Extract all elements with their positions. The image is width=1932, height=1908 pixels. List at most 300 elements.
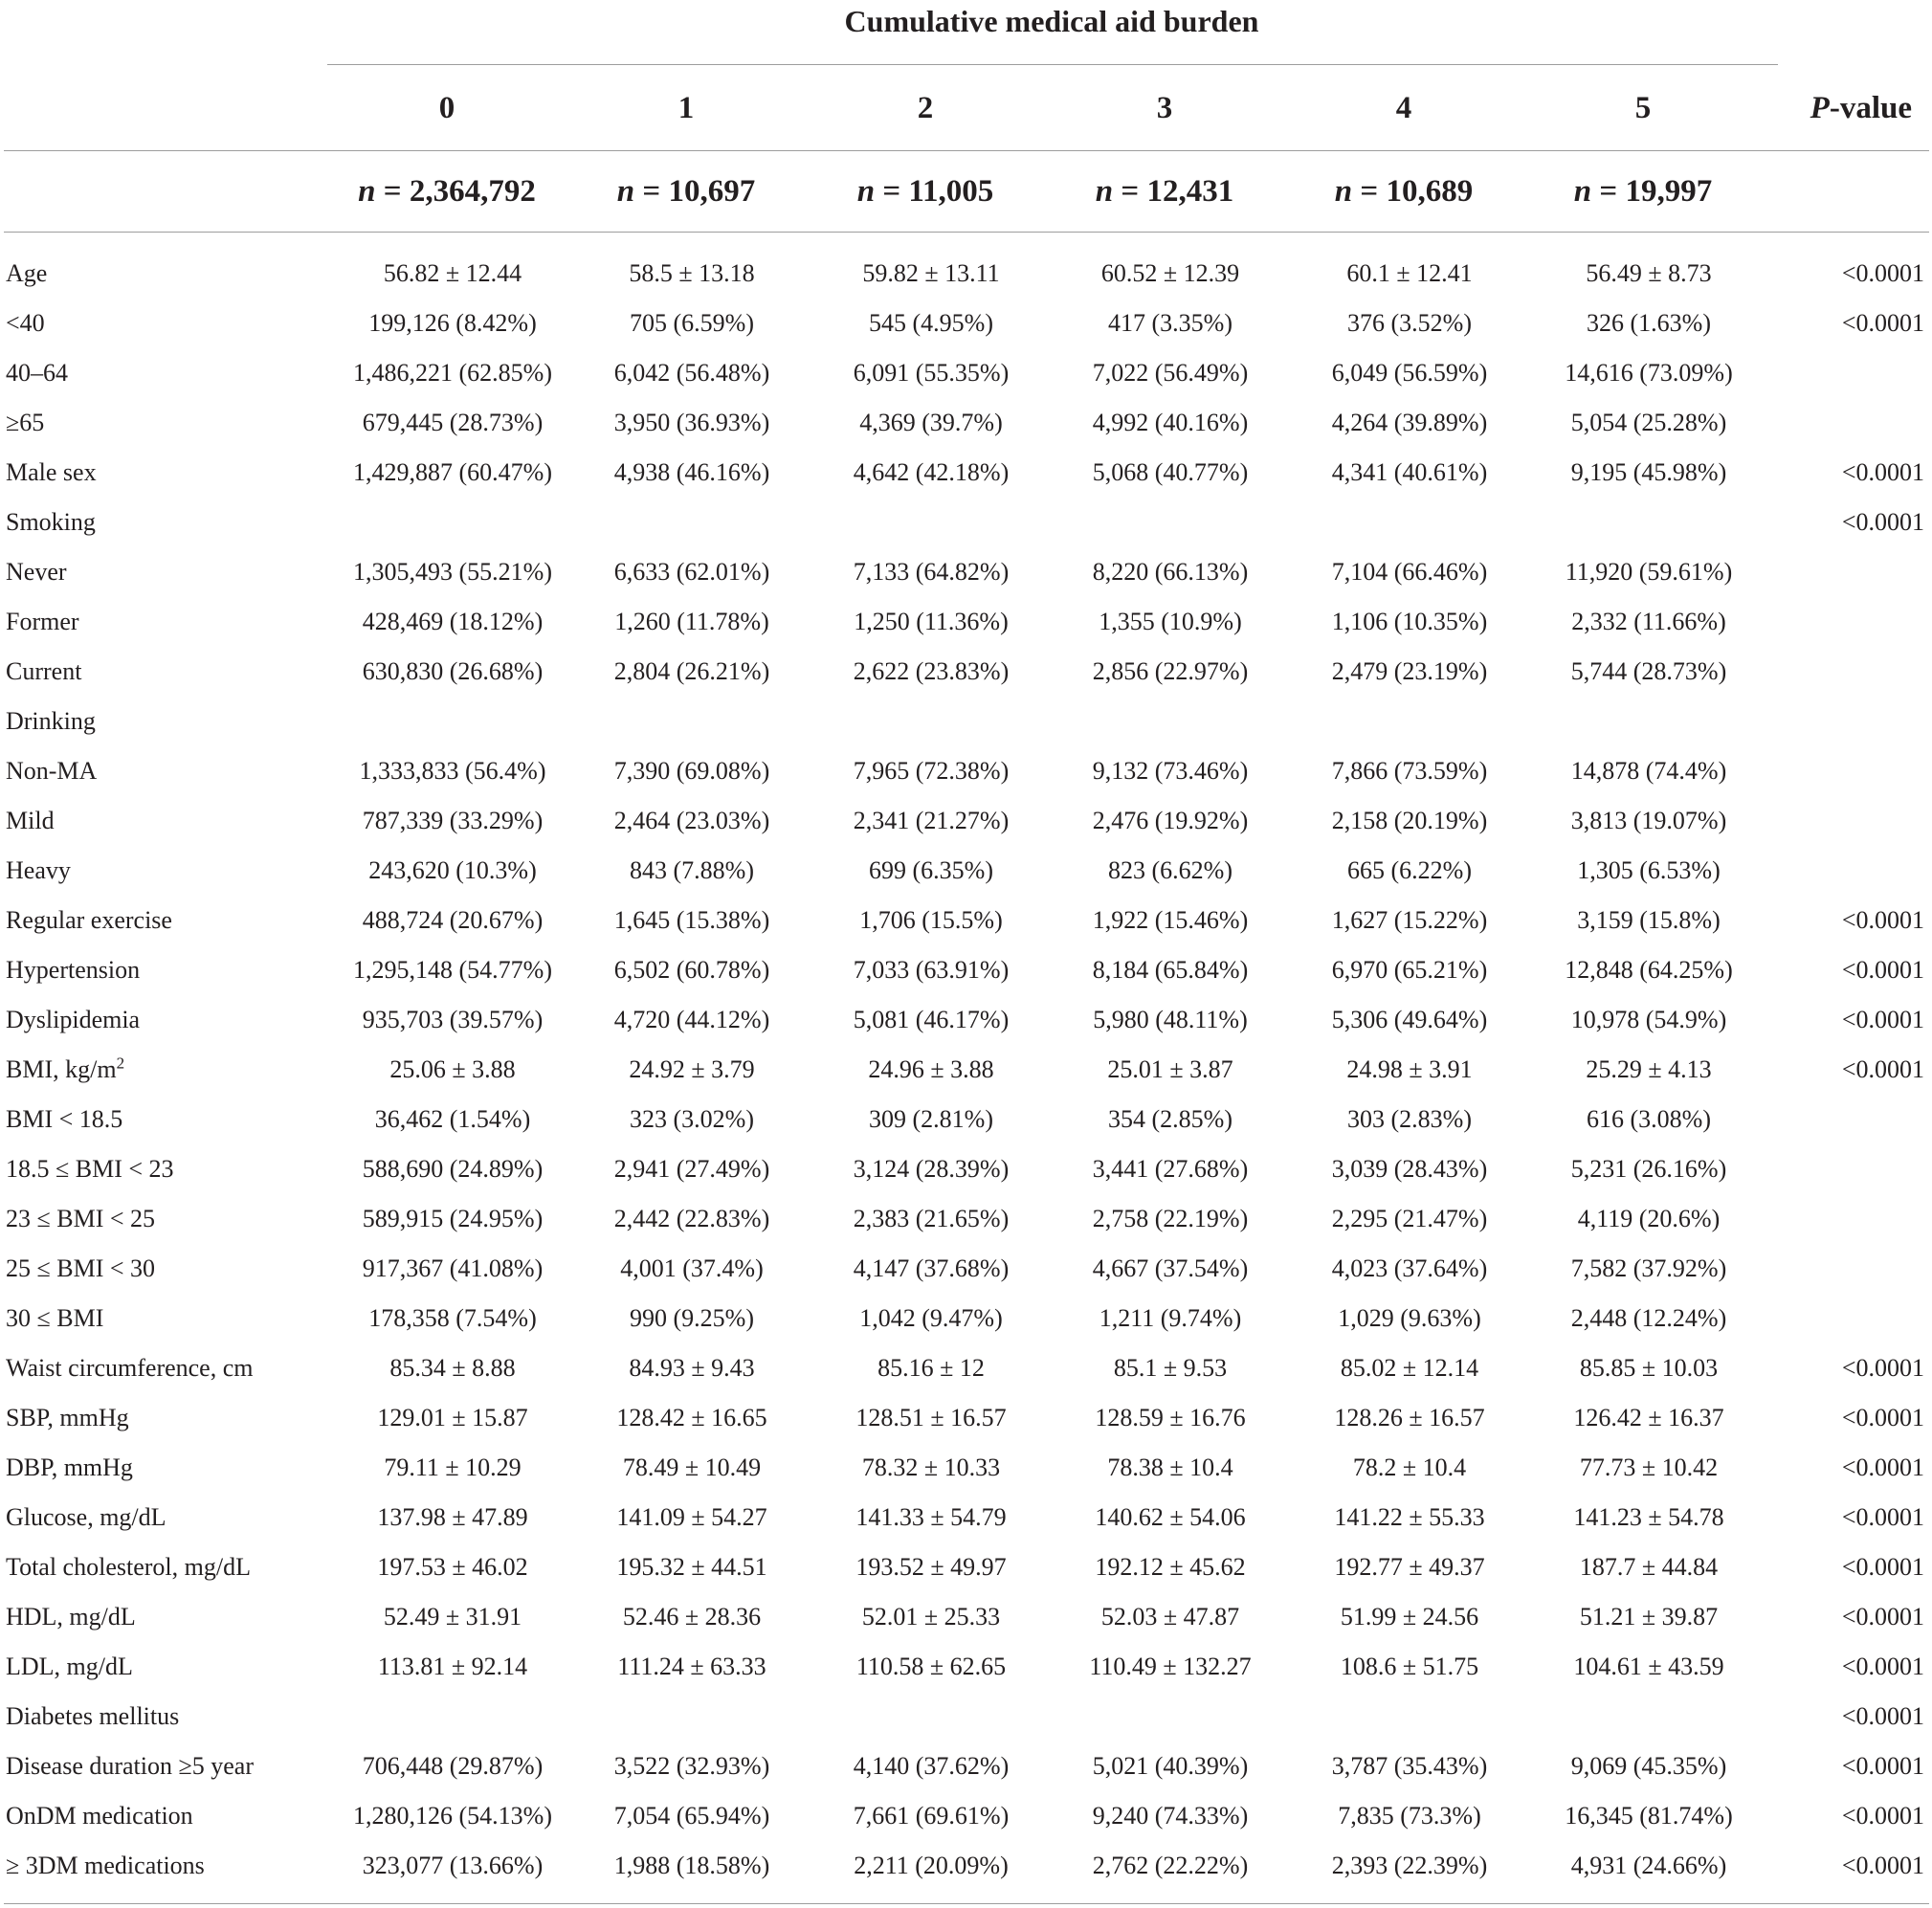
value-cell: 1,333,833 (56.4%) [359, 757, 546, 785]
value-cell: 2,211 (20.09%) [854, 1852, 1009, 1879]
value-cell [1051, 697, 1290, 746]
value-cell: 6,049 (56.59%) [1331, 359, 1488, 387]
value-cell: 5,068 (40.77%) [1092, 458, 1249, 486]
value-cell: 3,787 (35.43%) [1331, 1752, 1488, 1780]
value-cell: 24.98 ± 3.91 [1346, 1055, 1473, 1083]
value-cell: 52.03 ± 47.87 [1100, 1603, 1240, 1631]
n-symbol: n [1095, 173, 1114, 209]
p-value-cell [1768, 597, 1932, 647]
column-header: 2 [917, 90, 934, 125]
value-cell: 78.38 ± 10.4 [1107, 1453, 1233, 1481]
value-cell: 823 (6.62%) [1108, 856, 1232, 884]
row-label-cell [0, 547, 333, 597]
value-cell: 2,341 (21.27%) [853, 807, 1010, 834]
n-symbol: n [1334, 173, 1353, 209]
value-cell: 7,033 (63.91%) [853, 956, 1010, 984]
row-label-cell [0, 1642, 333, 1692]
value-cell [811, 498, 1051, 547]
value-cell: 1,211 (9.74%) [1099, 1304, 1242, 1332]
value-cell: 2,479 (23.19%) [1331, 657, 1488, 685]
n-symbol: n [856, 173, 876, 209]
table-row [0, 1095, 1932, 1144]
value-cell: 1,486,221 (62.85%) [353, 359, 552, 387]
p-value-cell: <0.0001 [1841, 1503, 1924, 1531]
row-label-cell [0, 1542, 333, 1592]
n-value: = 11,005 [875, 173, 994, 209]
row-label: Waist circumference, cm [6, 1354, 254, 1382]
row-label-cell [0, 647, 333, 697]
value-cell: 113.81 ± 92.14 [377, 1653, 528, 1680]
value-cell: 197.53 ± 46.02 [377, 1553, 528, 1581]
table-row [0, 995, 1932, 1045]
value-cell: 195.32 ± 44.51 [616, 1553, 767, 1581]
row-label: Non-MA [6, 757, 98, 785]
value-cell: 4,938 (46.16%) [613, 458, 770, 486]
table-row [0, 1194, 1932, 1244]
table-body [0, 249, 1932, 1891]
value-cell [811, 1692, 1051, 1742]
value-cell: 141.23 ± 54.78 [1573, 1503, 1724, 1531]
row-label: Former [6, 608, 79, 635]
value-cell: 24.92 ± 3.79 [629, 1055, 755, 1083]
value-cell: 3,039 (28.43%) [1331, 1155, 1488, 1183]
value-cell: 588,690 (24.89%) [362, 1155, 544, 1183]
row-label-cell [0, 448, 333, 498]
table-row [0, 1841, 1932, 1891]
row-label-cell [0, 796, 333, 846]
row-label: Never [6, 558, 67, 586]
value-cell: 4,119 (20.6%) [1577, 1205, 1721, 1232]
value-cell: 2,804 (26.21%) [613, 657, 770, 685]
table-row [0, 1642, 1932, 1692]
row-label-cell [0, 896, 333, 945]
row-label: BMI, kg/m [6, 1055, 117, 1083]
value-cell: 4,369 (39.7%) [859, 409, 1003, 436]
table-row [0, 1443, 1932, 1493]
row-label: HDL, mg/dL [6, 1603, 136, 1631]
value-cell: 56.49 ± 8.73 [1586, 259, 1712, 287]
value-cell: 706,448 (29.87%) [362, 1752, 544, 1780]
value-cell: 630,830 (26.68%) [362, 657, 544, 685]
value-cell: 14,878 (74.4%) [1570, 757, 1727, 785]
row-label: Smoking [6, 508, 96, 536]
p-value-cell: <0.0001 [1841, 1752, 1924, 1780]
row-label: Male sex [6, 458, 97, 486]
value-cell [572, 1692, 811, 1742]
p-value-cell: <0.0001 [1841, 1453, 1924, 1481]
value-cell: 60.1 ± 12.41 [1346, 259, 1473, 287]
table-row [0, 1294, 1932, 1343]
p-value-cell: <0.0001 [1841, 1553, 1924, 1581]
n-value: = 12,431 [1113, 173, 1234, 209]
value-cell: 8,184 (65.84%) [1092, 956, 1249, 984]
value-cell: 10,978 (54.9%) [1570, 1006, 1727, 1033]
row-label-cell [0, 1841, 333, 1891]
value-cell [1529, 498, 1768, 547]
value-cell: 6,970 (65.21%) [1331, 956, 1488, 984]
table-row [0, 1742, 1932, 1791]
p-value-cell: <0.0001 [1841, 1603, 1924, 1631]
table-row [0, 299, 1932, 348]
value-cell: 1,250 (11.36%) [854, 608, 1009, 635]
value-cell: 1,280,126 (54.13%) [353, 1802, 552, 1830]
row-label-cell [0, 249, 333, 299]
value-cell: 4,720 (44.12%) [613, 1006, 770, 1033]
p-value-cell: <0.0001 [1841, 1354, 1924, 1382]
p-value-cell: <0.0001 [1841, 1404, 1924, 1431]
value-cell: 3,522 (32.93%) [613, 1752, 770, 1780]
row-label-cell [0, 995, 333, 1045]
table-row [0, 796, 1932, 846]
table-row [0, 1592, 1932, 1642]
table-row [0, 896, 1932, 945]
value-cell: 2,393 (22.39%) [1331, 1852, 1488, 1879]
table-row [0, 1244, 1932, 1294]
value-cell: 4,001 (37.4%) [620, 1254, 764, 1282]
value-cell: 3,441 (27.68%) [1092, 1155, 1249, 1183]
table-row [0, 1343, 1932, 1393]
row-label-cell [0, 1592, 333, 1642]
value-cell: 128.51 ± 16.57 [855, 1404, 1007, 1431]
value-cell: 2,158 (20.19%) [1331, 807, 1488, 834]
n-header [1284, 174, 1523, 210]
value-cell: 243,620 (10.3%) [368, 856, 537, 884]
row-label-cell [0, 1343, 333, 1393]
n-header [566, 174, 806, 210]
value-cell: 85.1 ± 9.53 [1113, 1354, 1228, 1382]
p-value-cell [1768, 547, 1932, 597]
value-cell: 2,383 (21.65%) [853, 1205, 1010, 1232]
row-label: Heavy [6, 856, 71, 884]
value-cell: 14,616 (73.09%) [1565, 359, 1733, 387]
value-cell: 1,042 (9.47%) [859, 1304, 1003, 1332]
value-cell: 128.59 ± 16.76 [1095, 1404, 1246, 1431]
row-label-cell [0, 1692, 333, 1742]
value-cell: 199,126 (8.42%) [368, 309, 537, 337]
value-cell: 85.34 ± 8.88 [389, 1354, 516, 1382]
value-cell: 58.5 ± 13.18 [629, 259, 755, 287]
value-cell: 1,305,493 (55.21%) [353, 558, 552, 586]
p-value-cell: <0.0001 [1841, 309, 1924, 337]
table-row [0, 647, 1932, 697]
value-cell: 187.7 ± 44.84 [1579, 1553, 1719, 1581]
row-label-cell [0, 1493, 333, 1542]
value-cell [1290, 498, 1529, 547]
n-symbol: n [616, 173, 635, 209]
p-value-cell [1768, 647, 1932, 697]
value-cell: 3,159 (15.8%) [1577, 906, 1721, 934]
row-label: OnDM medication [6, 1802, 193, 1830]
row-label: ≥65 [6, 409, 45, 436]
row-label: <40 [6, 309, 45, 337]
value-cell: 2,622 (23.83%) [853, 657, 1010, 685]
row-label-cell [0, 1144, 333, 1194]
value-cell: 128.42 ± 16.65 [616, 1404, 767, 1431]
row-label-cell [0, 746, 333, 796]
value-cell: 2,856 (22.97%) [1092, 657, 1249, 685]
value-cell: 24.96 ± 3.88 [868, 1055, 994, 1083]
value-cell: 59.82 ± 13.11 [862, 259, 1000, 287]
value-cell: 85.16 ± 12 [877, 1354, 985, 1382]
value-cell [1290, 1692, 1529, 1742]
row-label-cell [0, 697, 333, 746]
value-cell: 6,042 (56.48%) [613, 359, 770, 387]
row-label: Drinking [6, 707, 96, 735]
row-label-cell [0, 1244, 333, 1294]
value-cell: 6,091 (55.35%) [853, 359, 1010, 387]
p-value-cell [1768, 796, 1932, 846]
p-value-cell: <0.0001 [1841, 1006, 1924, 1033]
n-value: = 19,997 [1591, 173, 1713, 209]
value-cell: 545 (4.95%) [869, 309, 993, 337]
value-cell: 60.52 ± 12.39 [1100, 259, 1240, 287]
table-row [0, 249, 1932, 299]
value-cell: 192.12 ± 45.62 [1095, 1553, 1246, 1581]
value-cell: 137.98 ± 47.89 [377, 1503, 528, 1531]
value-cell: 323 (3.02%) [630, 1105, 754, 1133]
value-cell: 25.29 ± 4.13 [1586, 1055, 1712, 1083]
column-header: 0 [438, 90, 455, 125]
row-label: Current [6, 657, 82, 685]
p-header-rest: -value [1829, 90, 1912, 125]
p-value-cell [1768, 1244, 1932, 1294]
value-cell: 9,132 (73.46%) [1092, 757, 1249, 785]
value-cell: 2,762 (22.22%) [1092, 1852, 1249, 1879]
value-cell: 7,835 (73.3%) [1338, 1802, 1481, 1830]
value-cell: 9,069 (45.35%) [1570, 1752, 1727, 1780]
body-top-rule [4, 232, 1929, 233]
value-cell: 787,339 (33.29%) [362, 807, 544, 834]
value-cell: 1,645 (15.38%) [613, 906, 770, 934]
table-row [0, 498, 1932, 547]
p-value-cell: <0.0001 [1841, 259, 1924, 287]
p-value-cell: <0.0001 [1841, 1055, 1924, 1083]
n-value: = 10,697 [634, 173, 756, 209]
value-cell: 2,941 (27.49%) [613, 1155, 770, 1183]
value-cell: 5,054 (25.28%) [1570, 409, 1727, 436]
value-cell: 1,260 (11.78%) [614, 608, 769, 635]
value-cell: 616 (3.08%) [1587, 1105, 1711, 1133]
value-cell: 108.6 ± 51.75 [1340, 1653, 1479, 1680]
row-label: BMI < 18.5 [6, 1105, 123, 1133]
value-cell: 323,077 (13.66%) [362, 1852, 544, 1879]
value-cell: 52.49 ± 31.91 [383, 1603, 522, 1631]
table-row [0, 1692, 1932, 1742]
value-cell: 128.26 ± 16.57 [1334, 1404, 1485, 1431]
value-cell [333, 498, 572, 547]
p-value-cell [1768, 846, 1932, 896]
p-value-cell: <0.0001 [1841, 1702, 1924, 1730]
value-cell: 4,023 (37.64%) [1331, 1254, 1488, 1282]
value-cell: 129.01 ± 15.87 [377, 1404, 528, 1431]
value-cell: 193.52 ± 49.97 [855, 1553, 1007, 1581]
table-row [0, 348, 1932, 398]
row-label: 25 ≤ BMI < 30 [6, 1254, 156, 1282]
table-row [0, 547, 1932, 597]
p-value-cell: <0.0001 [1841, 906, 1924, 934]
value-cell: 141.09 ± 54.27 [616, 1503, 767, 1531]
value-cell: 5,021 (40.39%) [1092, 1752, 1249, 1780]
table-row [0, 945, 1932, 995]
row-label: ≥ 3DM medications [6, 1852, 205, 1879]
value-cell: 2,442 (22.83%) [613, 1205, 770, 1232]
p-value-cell: <0.0001 [1841, 458, 1924, 486]
value-cell: 326 (1.63%) [1587, 309, 1711, 337]
n-header [1045, 174, 1284, 210]
value-cell: 4,147 (37.68%) [853, 1254, 1010, 1282]
value-cell: 25.06 ± 3.88 [389, 1055, 516, 1083]
p-value-cell [1768, 697, 1932, 746]
value-cell: 705 (6.59%) [630, 309, 754, 337]
table-row [0, 1542, 1932, 1592]
value-cell: 5,306 (49.64%) [1331, 1006, 1488, 1033]
value-cell: 935,703 (39.57%) [362, 1006, 544, 1033]
value-cell [333, 697, 572, 746]
value-cell: 11,920 (59.61%) [1565, 558, 1733, 586]
row-label: Glucose, mg/dL [6, 1503, 167, 1531]
value-cell: 2,332 (11.66%) [1571, 608, 1726, 635]
value-cell: 2,448 (12.24%) [1570, 1304, 1727, 1332]
table-row [0, 746, 1932, 796]
table-row [0, 1493, 1932, 1542]
value-cell: 7,022 (56.49%) [1092, 359, 1249, 387]
row-label: Mild [6, 807, 55, 834]
value-cell: 2,295 (21.47%) [1331, 1205, 1488, 1232]
value-cell: 303 (2.83%) [1347, 1105, 1472, 1133]
row-label-cell [0, 1791, 333, 1841]
value-cell: 141.22 ± 55.33 [1334, 1503, 1485, 1531]
table-row [0, 448, 1932, 498]
n-symbol: n [1573, 173, 1592, 209]
table-row [0, 697, 1932, 746]
value-cell: 428,469 (18.12%) [362, 608, 544, 635]
row-label: LDL, mg/dL [6, 1653, 133, 1680]
value-cell: 3,950 (36.93%) [613, 409, 770, 436]
value-cell: 2,464 (23.03%) [613, 807, 770, 834]
value-cell: 4,140 (37.62%) [853, 1752, 1010, 1780]
value-cell [572, 498, 811, 547]
n-header [327, 174, 566, 210]
n-value: = 10,689 [1352, 173, 1474, 209]
value-cell: 85.02 ± 12.14 [1340, 1354, 1479, 1382]
value-cell: 78.32 ± 10.33 [861, 1453, 1001, 1481]
p-value-cell [1768, 746, 1932, 796]
p-value-cell: <0.0001 [1841, 1852, 1924, 1879]
value-cell: 1,922 (15.46%) [1092, 906, 1249, 934]
p-header-italic: P [1810, 90, 1830, 125]
value-cell: 309 (2.81%) [869, 1105, 993, 1133]
value-cell: 8,220 (66.13%) [1092, 558, 1249, 586]
value-cell: 917,367 (41.08%) [362, 1254, 544, 1282]
row-label-superscript: 2 [116, 1054, 125, 1073]
data-table [0, 249, 1932, 1891]
value-cell: 78.2 ± 10.4 [1352, 1453, 1467, 1481]
row-label-cell [0, 1742, 333, 1791]
value-cell: 7,661 (69.61%) [853, 1802, 1010, 1830]
group-title: Cumulative medical aid burden [844, 4, 1259, 38]
value-cell: 111.24 ± 63.33 [617, 1653, 766, 1680]
row-label: Age [6, 259, 48, 287]
value-cell: 354 (2.85%) [1108, 1105, 1232, 1133]
value-cell: 1,706 (15.5%) [859, 906, 1003, 934]
row-label: Disease duration ≥5 year [6, 1752, 255, 1780]
table-row [0, 1791, 1932, 1841]
row-label: Regular exercise [6, 906, 172, 934]
value-cell: 4,931 (24.66%) [1570, 1852, 1727, 1879]
p-value-cell: <0.0001 [1841, 508, 1924, 536]
p-value-header [1763, 91, 1916, 126]
value-cell [1529, 1692, 1768, 1742]
row-label: 40–64 [6, 359, 68, 387]
row-label: SBP, mmHg [6, 1404, 129, 1431]
value-cell: 1,295,148 (54.77%) [353, 956, 552, 984]
value-cell: 79.11 ± 10.29 [384, 1453, 522, 1481]
value-cell: 7,054 (65.94%) [613, 1802, 770, 1830]
value-cell: 110.49 ± 132.27 [1089, 1653, 1252, 1680]
value-cell: 52.01 ± 25.33 [861, 1603, 1001, 1631]
header-row-groups [0, 84, 1932, 132]
value-cell: 1,988 (18.58%) [613, 1852, 770, 1879]
value-cell: 7,582 (37.92%) [1570, 1254, 1727, 1282]
row-label: Diabetes mellitus [6, 1702, 180, 1730]
header-rule [4, 150, 1929, 151]
value-cell: 7,390 (69.08%) [613, 757, 770, 785]
value-cell: 1,106 (10.35%) [1331, 608, 1488, 635]
n-header [806, 174, 1045, 210]
value-cell: 52.46 ± 28.36 [622, 1603, 762, 1631]
p-value-cell [1768, 1144, 1932, 1194]
value-cell: 376 (3.52%) [1347, 309, 1472, 337]
row-label-cell [0, 1393, 333, 1443]
row-label: DBP, mmHg [6, 1453, 133, 1481]
value-cell [1529, 697, 1768, 746]
value-cell [572, 697, 811, 746]
row-label-cell [0, 1294, 333, 1343]
value-cell: 6,633 (62.01%) [613, 558, 770, 586]
value-cell: 104.61 ± 43.59 [1573, 1653, 1724, 1680]
row-label-cell [0, 398, 333, 448]
row-label: Dyslipidemia [6, 1006, 141, 1033]
value-cell: 4,667 (37.54%) [1092, 1254, 1249, 1282]
row-label: 23 ≤ BMI < 25 [6, 1205, 156, 1232]
value-cell: 51.99 ± 24.56 [1340, 1603, 1479, 1631]
p-value-cell: <0.0001 [1841, 956, 1924, 984]
value-cell: 7,866 (73.59%) [1331, 757, 1488, 785]
p-value-cell: <0.0001 [1841, 1653, 1924, 1680]
value-cell: 3,813 (19.07%) [1570, 807, 1727, 834]
value-cell: 110.58 ± 62.65 [855, 1653, 1007, 1680]
group-rule [327, 64, 1778, 65]
value-cell [1051, 498, 1290, 547]
value-cell: 16,345 (81.74%) [1565, 1802, 1733, 1830]
row-label-cell [0, 1095, 333, 1144]
value-cell: 1,429,887 (60.47%) [353, 458, 552, 486]
value-cell: 12,848 (64.25%) [1565, 956, 1733, 984]
row-label-cell [0, 498, 333, 547]
value-cell: 7,965 (72.38%) [853, 757, 1010, 785]
row-label-cell [0, 945, 333, 995]
table-row [0, 597, 1932, 647]
value-cell: 178,358 (7.54%) [368, 1304, 537, 1332]
value-cell: 140.62 ± 54.06 [1095, 1503, 1246, 1531]
column-header: 5 [1634, 90, 1652, 125]
value-cell: 5,744 (28.73%) [1570, 657, 1727, 685]
value-cell: 141.33 ± 54.79 [855, 1503, 1007, 1531]
value-cell: 679,445 (28.73%) [362, 409, 544, 436]
row-label-cell [0, 1045, 333, 1095]
table-row [0, 1393, 1932, 1443]
row-label-cell [0, 348, 333, 398]
